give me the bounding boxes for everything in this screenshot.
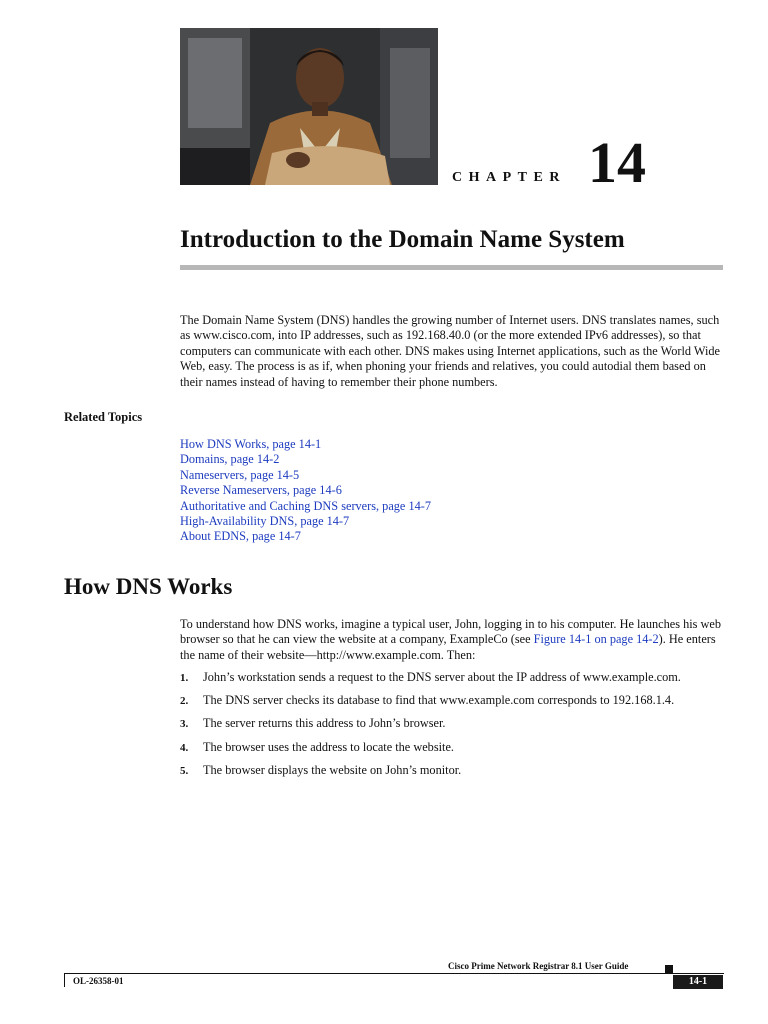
related-link-domains[interactable]: Domains, page 14-2 [180, 452, 280, 467]
footer-marker [665, 965, 673, 973]
step-number: 4. [180, 741, 189, 754]
chapter-photo [180, 28, 438, 185]
step-text: The server returns this address to John’s browser. [203, 716, 446, 731]
related-link-how-dns-works[interactable]: How DNS Works, page 14-1 [180, 437, 322, 451]
page-number: 14-1 [673, 975, 723, 989]
related-link-reverse-nameservers[interactable]: Reverse Nameservers, page 14-6 [180, 483, 342, 498]
step-text: The browser displays the website on John’s monitor. [203, 762, 462, 777]
section-text-after: ). He enters the name of their website—http://www.example.com. Then: [180, 632, 716, 662]
list-item [180, 740, 681, 756]
list-item [180, 763, 681, 779]
list-item [180, 670, 681, 686]
list-item [180, 499, 431, 514]
related-link-about-edns[interactable]: About EDNS, page 14-7 [180, 529, 301, 544]
related-link-high-availability[interactable]: High-Availability DNS, page 14-7 [180, 514, 350, 529]
list-item [180, 483, 431, 498]
related-topics-heading: Related Topics [64, 410, 143, 424]
step-text: The browser uses the address to locate the website. [203, 739, 454, 754]
list-item [180, 468, 431, 483]
title-rule [180, 265, 723, 270]
chapter-title: Introduction to the Domain Name System [180, 226, 625, 253]
section-paragraph [180, 617, 725, 663]
list-item [180, 514, 431, 529]
footer-tick [64, 973, 65, 987]
step-number: 1. [180, 672, 189, 684]
step-text: The DNS server checks its database to find that www.example.com corresponds to 192.168.1.4. [203, 693, 675, 708]
step-text: John’s workstation sends a request to the DNS server about the IP address of www.example.com. [203, 670, 681, 684]
related-link-authoritative-caching[interactable]: Authoritative and Caching DNS servers, page 14-7 [180, 498, 431, 513]
list-item [180, 437, 431, 452]
list-item [180, 716, 681, 732]
related-link-nameservers[interactable]: Nameservers, page 14-5 [180, 467, 300, 482]
related-topics-list [180, 437, 431, 545]
section-text-before: To understand how DNS works, imagine a typical user, John, logging in to his computer. He launches his web browser so that he can view the website at a company, ExampleCo (see [180, 617, 721, 647]
list-item [180, 529, 431, 544]
list-item [180, 693, 681, 709]
figure-cross-reference-link[interactable]: Figure 14-1 on page 14-2 [533, 632, 659, 647]
step-number: 5. [180, 764, 189, 777]
steps-list [180, 670, 681, 786]
footer-guide-title: Cisco Prime Network Registrar 8.1 User Guide [448, 961, 629, 971]
step-number: 3. [180, 718, 189, 731]
step-number: 2. [180, 695, 189, 708]
footer-rule [64, 973, 724, 974]
chapter-number: 14 [588, 130, 646, 195]
section-title: How DNS Works [64, 574, 233, 599]
footer-document-id: OL-26358-01 [73, 976, 124, 986]
chapter-label: CHAPTER [452, 170, 566, 185]
intro-paragraph: The Domain Name System (DNS) handles the growing number of Internet users. DNS translates names, such as www.cisco.com, into IP addresses, such as 192.168.40.0 (or the more extended IPv6 addresses), so that computers can communicate with each other. DNS makes using Internet applications, such as the World Wide Web, easy. The process is as if, when phoning your friends and relatives, you could autodial them based on their names instead of having to remember their phone numbers. [180, 313, 721, 389]
list-item [180, 452, 431, 467]
